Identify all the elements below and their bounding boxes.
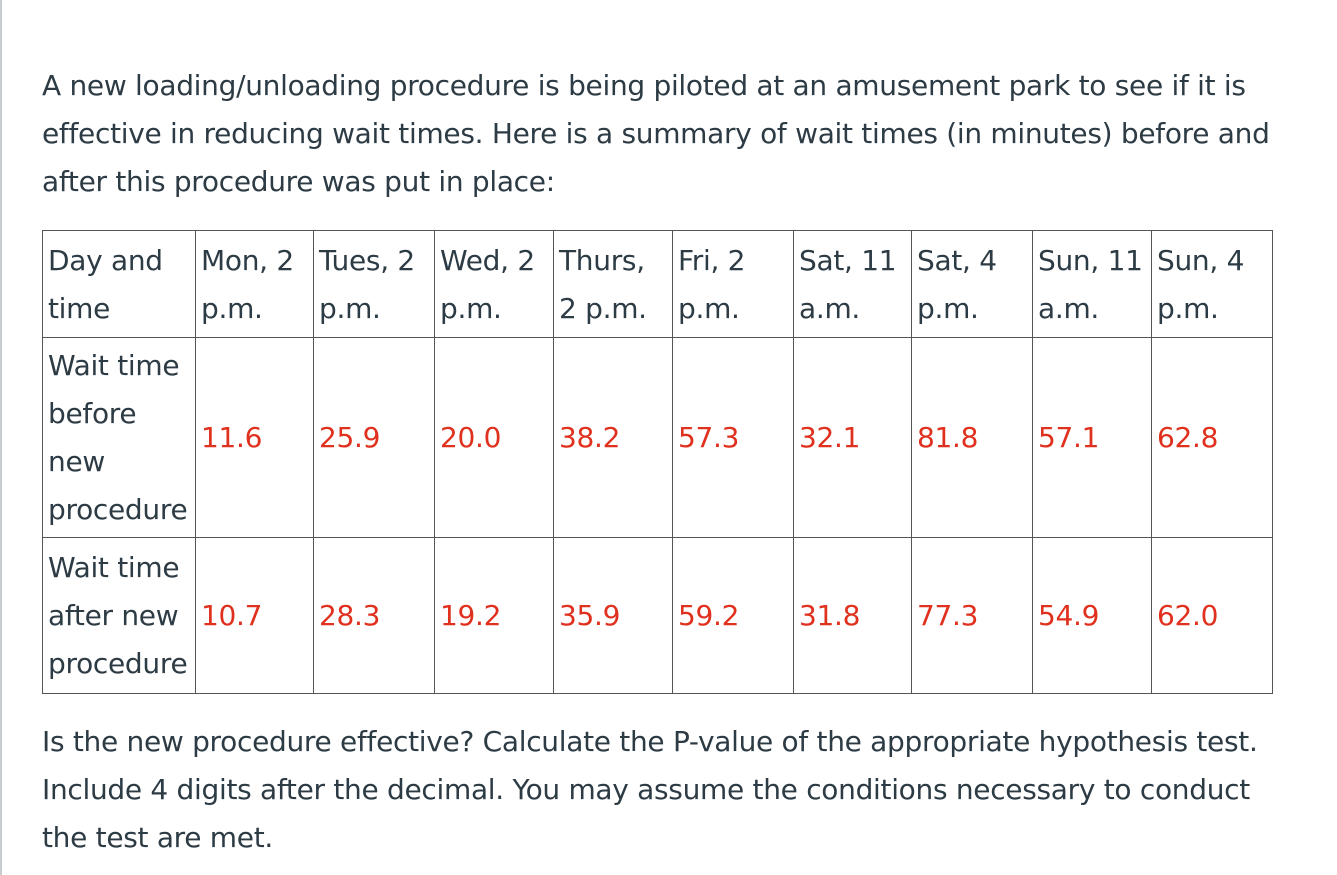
header-cell: Mon, 2 p.m. [196, 231, 314, 338]
intro-paragraph: A new loading/unloading procedure is being piloted at an amusement park to see if it is effective in reducing wait times. Here is a summary of wait times (in minutes) before and after this procedure was put in place: [42, 69, 1270, 198]
value-cell: 59.2 [673, 538, 794, 694]
value-cell: 32.1 [794, 338, 912, 538]
header-cell: Thurs, 2 p.m. [554, 231, 673, 338]
header-cell: Sat, 4 p.m. [912, 231, 1033, 338]
header-cell: Fri, 2 p.m. [673, 231, 794, 338]
value-cell: 81.8 [912, 338, 1033, 538]
header-cell: Day and time [43, 231, 196, 338]
wait-times-table [42, 230, 1273, 694]
value-cell: 77.3 [912, 538, 1033, 694]
value-cell: 31.8 [794, 538, 912, 694]
value-cell: 57.1 [1033, 338, 1152, 538]
header-cell: Wed, 2 p.m. [435, 231, 554, 338]
header-cell: Sun, 11 a.m. [1033, 231, 1152, 338]
value-cell: 62.0 [1152, 538, 1273, 694]
value-cell: 54.9 [1033, 538, 1152, 694]
value-cell: 19.2 [435, 538, 554, 694]
value-cell: 35.9 [554, 538, 673, 694]
header-cell: Sun, 4 p.m. [1152, 231, 1273, 338]
table-row-after [43, 538, 1273, 694]
value-cell: 25.9 [314, 338, 435, 538]
value-cell: 11.6 [196, 338, 314, 538]
row-label: Wait time before new procedure [43, 338, 196, 538]
value-cell: 62.8 [1152, 338, 1273, 538]
table-header-row [43, 231, 1273, 338]
row-label: Wait time after new procedure [43, 538, 196, 694]
value-cell: 38.2 [554, 338, 673, 538]
question-paragraph: Is the new procedure effective? Calculate the P-value of the appropriate hypothesis test. Include 4 digits after the decimal. You may assume the conditions necessary to conduct the test are met. [42, 725, 1258, 854]
table-row-before [43, 338, 1273, 538]
header-cell: Tues, 2 p.m. [314, 231, 435, 338]
value-cell: 57.3 [673, 338, 794, 538]
value-cell: 10.7 [196, 538, 314, 694]
value-cell: 28.3 [314, 538, 435, 694]
header-cell: Sat, 11 a.m. [794, 231, 912, 338]
value-cell: 20.0 [435, 338, 554, 538]
left-divider [0, 0, 2, 875]
